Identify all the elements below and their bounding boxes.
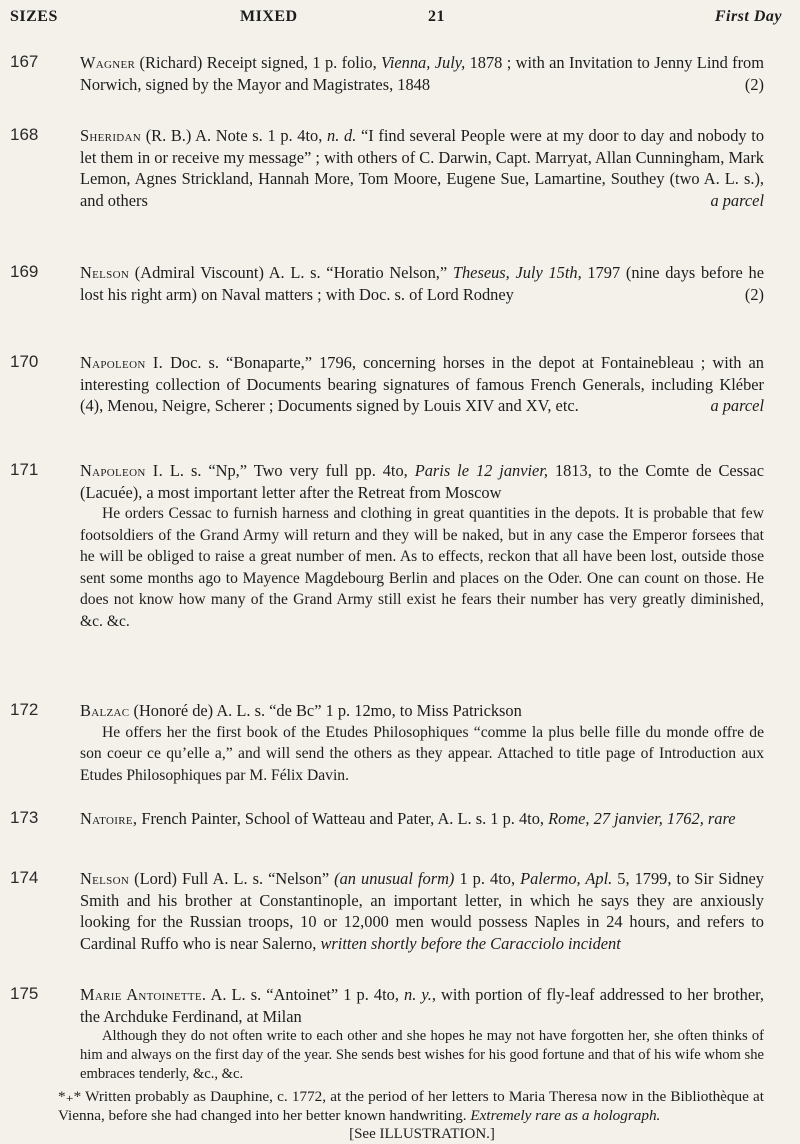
lot-quantity: a parcel (710, 190, 764, 210)
lot-number: 174 (10, 868, 39, 887)
lot-description: Napoleon I. L. s. “Np,” Two very full pp. 4to, Paris le 12 janvier, 1813, to the Comte de Cessac (Lacuée), a most important letter after the Retreat from Moscow He orders Cessac to furnish harness and clothing in great quantities in the depots. It is probable that few footsoldiers of the Grand Army will return and they will be naked, but in any case the Emperor forsees that he will be obliged to raise a great number of men. As to effects, reckon that all have been lost, outside those sent some months ago to Mayence Magdebourg Berlin and places on the Oder. One can count on those. He does not know how many of the Grand Army still exist he fears their number has very greatly diminished, &c. &c. (80, 460, 764, 632)
lot-name: Nelson (80, 869, 130, 888)
lot-summary: He orders Cessac to furnish harness and clothing in great quantities in the depots. It is probable that few footsoldiers of the Grand Army will return and they will be naked, but in any case the Emperor forsees that he will be obliged to raise a great number of men. As to effects, reckon that all have been lost, outside those sent some months ago to Mayence Magdebourg Berlin and places on the Oder. One can count on those. He does not know how many of the Grand Army still exist he fears their number has very greatly diminished, &c. &c. (80, 505, 764, 630)
lot-name: Marie Antoinette. (80, 985, 207, 1004)
lot-name: Napoleon I. (80, 461, 163, 480)
illustration-reference: [See ILLUSTRATION.] (349, 1126, 495, 1142)
lot-name: Balzac (80, 701, 130, 720)
asterism-mark: *₊* (58, 1088, 82, 1105)
lot-name: Nelson (80, 263, 130, 282)
lot-name: Wagner (80, 53, 136, 72)
lot-description: Nelson (Admiral Viscount) A. L. s. “Horatio Nelson,” Theseus, July 15th, 1797 (nine days before he lost his right arm) on Naval matters ; with Doc. s. of Lord Rodney (2) (80, 263, 764, 304)
lot-quantity: (2) (744, 74, 764, 94)
header-day: First Day (714, 8, 782, 25)
lot-number: 169 (10, 262, 39, 281)
lot-description: Balzac (Honoré de) A. L. s. “de Bc” 1 p. 12mo, to Miss Patrickson He offers her the first book of the Etudes Philosophiques “comme la plus belle fille du monde offre de son coeur ce qu’elle a,” and will send the others as they appear. Attached to title page of Introduction aux Etudes Philosophiques par M. Félix Davin. (80, 700, 764, 786)
lot-note: *₊* Written probably as Dauphine, c. 1772, at the period of her letters to Maria Theresa now in the Bibliothèque at Vienna, before she had changed into her better known handwriting. Extremely rare as a holograph. (58, 1088, 764, 1124)
lot-number: 175 (10, 984, 39, 1003)
lot-quantity: a parcel (710, 396, 764, 415)
lot-summary: He offers her the first book of the Etudes Philosophiques “comme la plus belle fille du monde offre de son coeur ce qu’elle a,” and will send the others as they appear. Attached to title page of Introduction aux Etudes Philosophiques par M. Félix Davin. (80, 723, 764, 784)
lot-name: Napoleon I. (80, 353, 164, 372)
lot-description: Marie Antoinette. A. L. s. “Antoinet” 1 p. 4to, n. y., with portion of fly-leaf addressed to her brother, the Archduke Ferdinand, at Milan Although they do not often write to each other and she hopes he may not have forgotten her, she often thinks of him and always on the first day of the year. She sends best wishes for his good fortune and that of his wife whom she embraces tenderly, &c., &c. *₊* Written probably as Dauphine, c. 1772, at the period of her letters to Maria Theresa now in the Bibliothèque at Vienna, before she had changed into her better known handwriting. Extremely rare as a holograph. [See ILLUSTRATION.] (58, 985, 765, 1142)
header-sizes: SIZES (10, 8, 58, 25)
lot-description: Sheridan (R. B.) A. Note s. 1 p. 4to, n. d. “I find several People were at my door to day and nobody to let them in or receive my message” ; with others of C. Darwin, Capt. Marryat, Allan Cunningham, Mark Lemon, Agnes Strickland, Hannah More, Tom Moore, Eugene Sue, Lamartine, Southey (two A. L. s.), and others a parcel (80, 126, 765, 210)
lot-number: 171 (10, 460, 39, 479)
lot-name: Sheridan (80, 126, 142, 145)
lot-number: 168 (10, 125, 39, 144)
header-mixed: MIXED (240, 8, 298, 25)
lot-description: Nelson (Lord) Full A. L. s. “Nelson” (an unusual form) 1 p. 4to, Palermo, Apl. 5, 1799, to Sir Sidney Smith and his brother at Constantinople, an important letter, in which he says they are anxiously looking for the Russian troops, 10 or 12,000 men would possess Naples in 24 hours, and refers to Cardinal Ruffo who is near Salerno, written shortly before the Caracciolo incident (80, 869, 764, 953)
page-number: 21 (428, 8, 445, 25)
lot-number: 170 (10, 352, 39, 371)
lot-description: Wagner (Richard) Receipt signed, 1 p. folio, Vienna, July, 1878 ; with an Invitation to Jenny Lind from Norwich, signed by the Mayor and Magistrates, 1848 (2) (80, 53, 764, 94)
lot-name: Natoire, (80, 809, 138, 828)
lot-number: 173 (10, 808, 39, 827)
lot-quantity: (2) (744, 284, 764, 304)
lot-description: Napoleon I. Doc. s. “Bonaparte,” 1796, concerning horses in the depot at Fontainebleau ; with an interesting collection of Documents bearing signatures of famous French Generals, including Kléber (4), Menou, Neigre, Scherer ; Documents signed by Louis XIV and XV, etc. a parcel (80, 353, 765, 415)
lot-summary: Although they do not often write to each other and she hopes he may not have forgotten her, she often thinks of him and always on the first day of the year. She sends best wishes for his good fortune and that of his wife whom she embraces tenderly, &c., &c. (80, 1028, 764, 1082)
lot-description: Natoire, French Painter, School of Watteau and Pater, A. L. s. 1 p. 4to, Rome, 27 janvier, 1762, rare (80, 809, 736, 828)
lot-number: 172 (10, 700, 39, 719)
lot-number: 167 (10, 52, 39, 71)
page-header (10, 8, 782, 30)
